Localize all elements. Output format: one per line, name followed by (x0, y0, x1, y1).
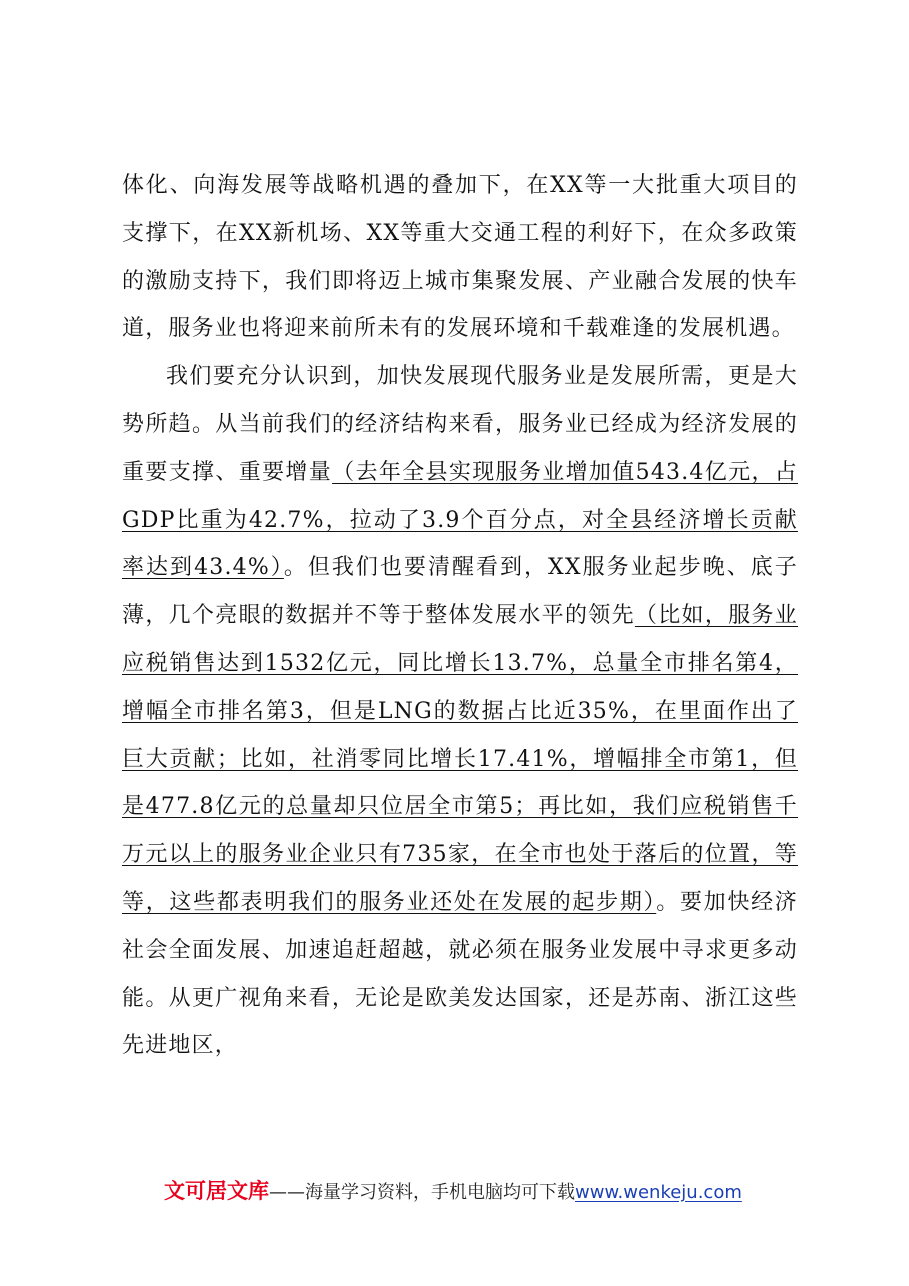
paragraph-2-text-c: 。但我们也要清醒看到，XX服务业起步晚、底子薄，几个亮眼的数据并不等于整体发展水平的领先 (122, 555, 798, 629)
paragraph-2-underlined-figures-2: （比如，服务业应税销售达到1532亿元，同比增长13.7%，总量全市排名第4，增幅全市排名第3，但是LNG的数据占比近35%，在里面作出了巨大贡献；比如，社消零同比增长17.41%，增幅排全市第1，但是477.8亿元的总量却只位居全市第5；再比如，我们应税销售千万元以上的服务业企业只有735家，在全市也处于落后的位置，等等，这些都表明我们的服务业还处在发展的起步期） (122, 603, 798, 915)
paragraph-2-text-a: 我们要充分认识到，加快发展现代服务业是发展所需，更是大势所趋。从当前我们的经济结构来看，服务业已经成为经济发展的重要支撑、重要增量 (122, 364, 798, 485)
paragraph-1: 体化、向海发展等战略机遇的叠加下，在XX等一大批重大项目的支撑下，在XX新机场、XX等重大交通工程的利好下，在众多政策的激励支持下，我们即将迈上城市集聚发展、产业融合发展的快车道，服务业也将迎来前所未有的发展环境和千载难逢的发展机遇。 (122, 173, 798, 342)
paragraph-2-text-e: 。要加快经济社会全面发展、加速追赶超越，就必须在服务业发展中寻求更多动能。从更广视角来看，无论是欧美发达国家，还是苏南、浙江这些先进地区， (122, 889, 798, 1059)
footer-site-link[interactable]: www.wenkeju.com (575, 1182, 742, 1203)
paragraph-2 (122, 353, 798, 1070)
footer-dash: —— (269, 1182, 305, 1203)
footer-banner (164, 1178, 784, 1206)
document-body (122, 162, 798, 1070)
paragraph-2-underlined-figures-1: （去年全县实现服务业增加值543.4亿元，占GDP比重为42.7%，拉动了3.9个百分点，对全县经济增长贡献率达到43.4%） (122, 459, 798, 581)
footer-tagline: 海量学习资料，手机电脑均可下载 (305, 1182, 575, 1203)
footer-brand: 文可居文库 (164, 1179, 269, 1203)
